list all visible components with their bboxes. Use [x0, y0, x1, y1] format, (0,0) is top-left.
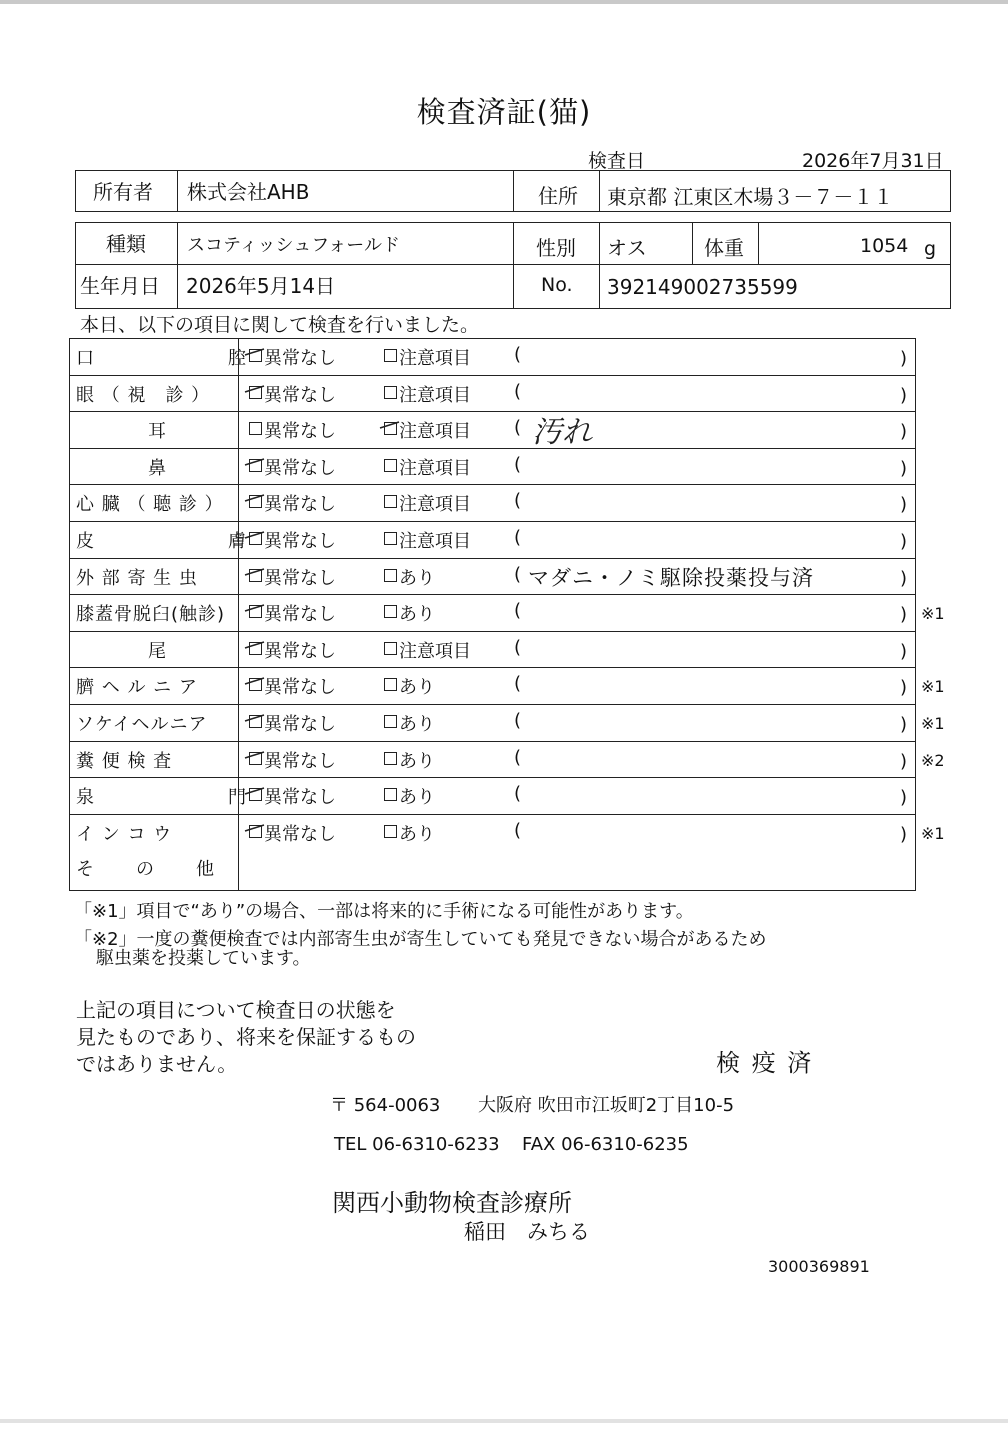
option-1-checkbox[interactable] [249, 459, 262, 472]
option-2-checkbox[interactable] [384, 532, 397, 545]
note-close-paren: ) [900, 823, 908, 845]
option-1-checkbox[interactable] [249, 569, 262, 582]
note-close-paren: ) [900, 348, 908, 369]
option-2-label: 注意項目 [399, 640, 471, 662]
option-1-checkbox[interactable] [249, 642, 262, 655]
option-2-checkbox[interactable] [384, 642, 397, 655]
option-2-label: 注意項目 [399, 457, 471, 479]
quarantine-stamp: 検 疫 済 [716, 1049, 814, 1077]
option-1-checkbox[interactable] [249, 788, 262, 801]
owner-label: 所有者 [93, 180, 153, 204]
document-title: 検査済証(猫) [416, 95, 592, 129]
option-2-checkbox[interactable] [384, 825, 397, 838]
option-1-checkbox[interactable] [249, 495, 262, 508]
item-label: ソケイヘルニア [76, 714, 208, 735]
option-2-label: あり [399, 677, 435, 699]
item-label: 膝蓋骨脱臼(触診) [76, 604, 226, 626]
breed-label: 種類 [106, 232, 146, 256]
check-mark-icon [244, 455, 266, 475]
option-1-checkbox[interactable] [249, 752, 262, 765]
note-open-paren: ( [514, 600, 522, 622]
check-mark-icon [244, 748, 266, 768]
check-mark-icon [244, 528, 266, 548]
option-1-checkbox[interactable] [249, 605, 262, 618]
option-1-checkbox[interactable] [249, 349, 262, 362]
option-1-checkbox[interactable] [249, 715, 262, 728]
owner-value: 株式会社AHB [187, 180, 310, 204]
option-1-checkbox[interactable] [249, 825, 262, 838]
footnote-mark: ※1 [921, 604, 945, 624]
option-1-label: 異常なし [264, 567, 336, 589]
option-1-label: 異常なし [264, 421, 336, 443]
row-divider [69, 448, 916, 449]
option-1-label: 異常なし [264, 640, 336, 662]
address-value: 東京都 江東区木場３－７－１１ [607, 185, 894, 209]
birth-value: 2026年5月14日 [186, 274, 336, 298]
check-mark-icon [244, 345, 266, 365]
option-2-label: あり [399, 604, 435, 626]
exam-date-value: 2026年7月31日 [802, 150, 944, 172]
disclaimer-line-1: 上記の項目について検査日の状態を [76, 998, 396, 1022]
disclaimer-line-2: 見たものであり、将来を保証するもの [76, 1025, 416, 1049]
note-close-paren: ) [900, 494, 908, 516]
option-2-label: あり [399, 823, 435, 845]
check-mark-icon [244, 821, 266, 841]
item-label: 臍 ヘ ル ニ ア [76, 677, 198, 699]
option-2-label: 注意項目 [399, 384, 471, 406]
option-1-label: 異常なし [264, 787, 336, 809]
item-label: 鼻 [148, 457, 166, 479]
option-1-label: 異常なし [264, 677, 336, 699]
option-2-checkbox[interactable] [384, 495, 397, 508]
item-label: 皮 膚 [76, 531, 247, 552]
footnote-mark: ※1 [921, 677, 945, 697]
item-label: 眼 （ 視 診 ） [76, 384, 211, 406]
item-label: 口 腔 [76, 348, 247, 369]
breed-value: スコティッシュフォールド [187, 235, 400, 256]
option-2-label: あり [399, 714, 435, 735]
exam-date-label: 検査日 [588, 150, 646, 172]
option-1-checkbox[interactable] [249, 678, 262, 691]
option-1-label: 異常なし [264, 494, 336, 516]
note-open-paren: ( [514, 380, 522, 402]
birth-label: 生年月日 [80, 274, 160, 298]
note-close-paren: ) [900, 384, 908, 406]
row-divider [69, 741, 916, 742]
item-label: 心 臓 （ 聴 診 ） [76, 494, 224, 516]
note-open-paren: ( [514, 344, 522, 365]
note-close-paren: ) [900, 604, 908, 626]
note-open-paren: ( [514, 710, 522, 731]
note-close-paren: ) [900, 787, 908, 809]
option-2-checkbox[interactable] [384, 788, 397, 801]
clinic-address: 大阪府 吹田市江坂町2丁目10-5 [478, 1095, 735, 1116]
row-divider [69, 631, 916, 632]
document-number: 3000369891 [768, 1257, 870, 1276]
option-2-checkbox[interactable] [384, 386, 397, 399]
item-label: 泉 門 [76, 787, 247, 809]
option-1-label: 異常なし [264, 823, 336, 845]
clinic-name: 関西小動物検査診療所 [332, 1189, 572, 1217]
check-mark-icon [379, 418, 401, 438]
option-1-checkbox[interactable] [249, 532, 262, 545]
option-2-checkbox[interactable] [384, 459, 397, 472]
note-open-paren: ( [514, 819, 522, 841]
item-label: 糞 便 検 査 [76, 750, 173, 772]
row-divider [69, 704, 916, 705]
disclaimer-line-3: ではありません。 [76, 1052, 238, 1076]
footnote-2-line-2: 駆虫薬を投薬しています。 [96, 948, 311, 969]
note-close-paren: ) [900, 567, 908, 589]
option-2-checkbox[interactable] [384, 715, 397, 728]
note-close-paren: ) [900, 531, 908, 552]
address-label: 住所 [538, 184, 578, 208]
option-2-checkbox[interactable] [384, 752, 397, 765]
option-1-label: 異常なし [264, 750, 336, 772]
option-2-checkbox[interactable] [384, 349, 397, 362]
sex-value: オス [607, 236, 647, 260]
note-text: マダニ・ノミ駆除投薬投与済 [528, 565, 814, 590]
note-close-paren: ) [900, 714, 908, 735]
note-open-paren: ( [514, 673, 522, 695]
note-close-paren: ) [900, 750, 908, 772]
option-2-label: 注意項目 [399, 494, 471, 516]
row-divider [69, 777, 916, 778]
note-open-paren: ( [514, 746, 522, 768]
scan-edge-bottom [0, 1419, 1008, 1423]
scan-edge-top [0, 0, 1008, 4]
row-divider [69, 667, 916, 668]
item-label: 耳 [148, 421, 166, 443]
option-1-checkbox[interactable] [249, 386, 262, 399]
postal-code: 〒 564-0063 [330, 1095, 441, 1116]
check-mark-icon [244, 674, 266, 694]
check-mark-icon [244, 638, 266, 658]
row-divider [69, 484, 916, 485]
item-label: 尾 [148, 640, 166, 662]
intro-text: 本日、以下の項目に関して検査を行いました。 [80, 314, 480, 336]
note-close-paren: ) [900, 640, 908, 662]
option-2-checkbox[interactable] [384, 569, 397, 582]
weight-unit: g [924, 238, 937, 260]
telephone: TEL 06-6310-6233 [334, 1134, 500, 1155]
number-label: No. [541, 274, 573, 296]
option-1-label: 異常なし [264, 457, 336, 479]
footnote-mark: ※1 [921, 714, 945, 733]
check-mark-icon [244, 784, 266, 804]
option-2-label: 注意項目 [399, 348, 471, 369]
check-mark-icon [244, 601, 266, 621]
option-2-checkbox[interactable] [384, 422, 397, 435]
note-open-paren: ( [514, 417, 522, 439]
veterinarian-name: 稲田 みちる [464, 1220, 590, 1244]
row-divider [69, 594, 916, 595]
note-open-paren: ( [514, 490, 522, 512]
note-text: 汚れ [532, 415, 592, 451]
note-close-paren: ) [900, 421, 908, 443]
option-2-label: あり [399, 567, 435, 589]
check-mark-icon [244, 491, 266, 511]
footnote-2-line-1: 「※2」一度の糞便検査では内部寄生虫が寄生していても発見できない場合があるため [74, 929, 767, 950]
other-label: そ の 他 [76, 859, 216, 880]
fax: FAX 06-6310-6235 [522, 1134, 689, 1155]
option-2-label: 注意項目 [399, 531, 471, 552]
weight-value: 1054 [860, 235, 909, 257]
check-mark-icon [244, 382, 266, 402]
item-label: イ ン コ ウ [76, 823, 173, 845]
sex-label: 性別 [536, 236, 576, 260]
row-divider [69, 411, 916, 412]
option-1-checkbox[interactable] [249, 422, 262, 435]
option-2-label: あり [399, 750, 435, 772]
note-open-paren: ( [514, 783, 522, 805]
option-1-label: 異常なし [264, 714, 336, 735]
row-divider [69, 375, 916, 376]
option-2-checkbox[interactable] [384, 605, 397, 618]
option-1-label: 異常なし [264, 384, 336, 406]
footnote-mark: ※1 [921, 823, 945, 843]
note-open-paren: ( [514, 563, 522, 585]
note-open-paren: ( [514, 636, 522, 658]
row-divider [69, 814, 916, 815]
weight-label: 体重 [704, 236, 744, 260]
number-value: 392149002735599 [607, 275, 798, 299]
note-open-paren: ( [514, 527, 522, 548]
option-2-label: あり [399, 787, 435, 809]
option-2-checkbox[interactable] [384, 678, 397, 691]
option-1-label: 異常なし [264, 531, 336, 552]
footnote-1: 「※1」項目で“あり”の場合、一部は将来的に手術になる可能性があります。 [74, 901, 694, 922]
row-divider [69, 558, 916, 559]
note-close-paren: ) [900, 677, 908, 699]
option-1-label: 異常なし [264, 348, 336, 369]
option-1-label: 異常なし [264, 604, 336, 626]
check-mark-icon [244, 711, 266, 731]
row-divider [69, 521, 916, 522]
option-2-label: 注意項目 [399, 421, 471, 443]
note-close-paren: ) [900, 457, 908, 479]
footnote-mark: ※2 [921, 750, 945, 770]
item-label: 外 部 寄 生 虫 [76, 567, 198, 589]
check-mark-icon [244, 565, 266, 585]
note-open-paren: ( [514, 453, 522, 475]
